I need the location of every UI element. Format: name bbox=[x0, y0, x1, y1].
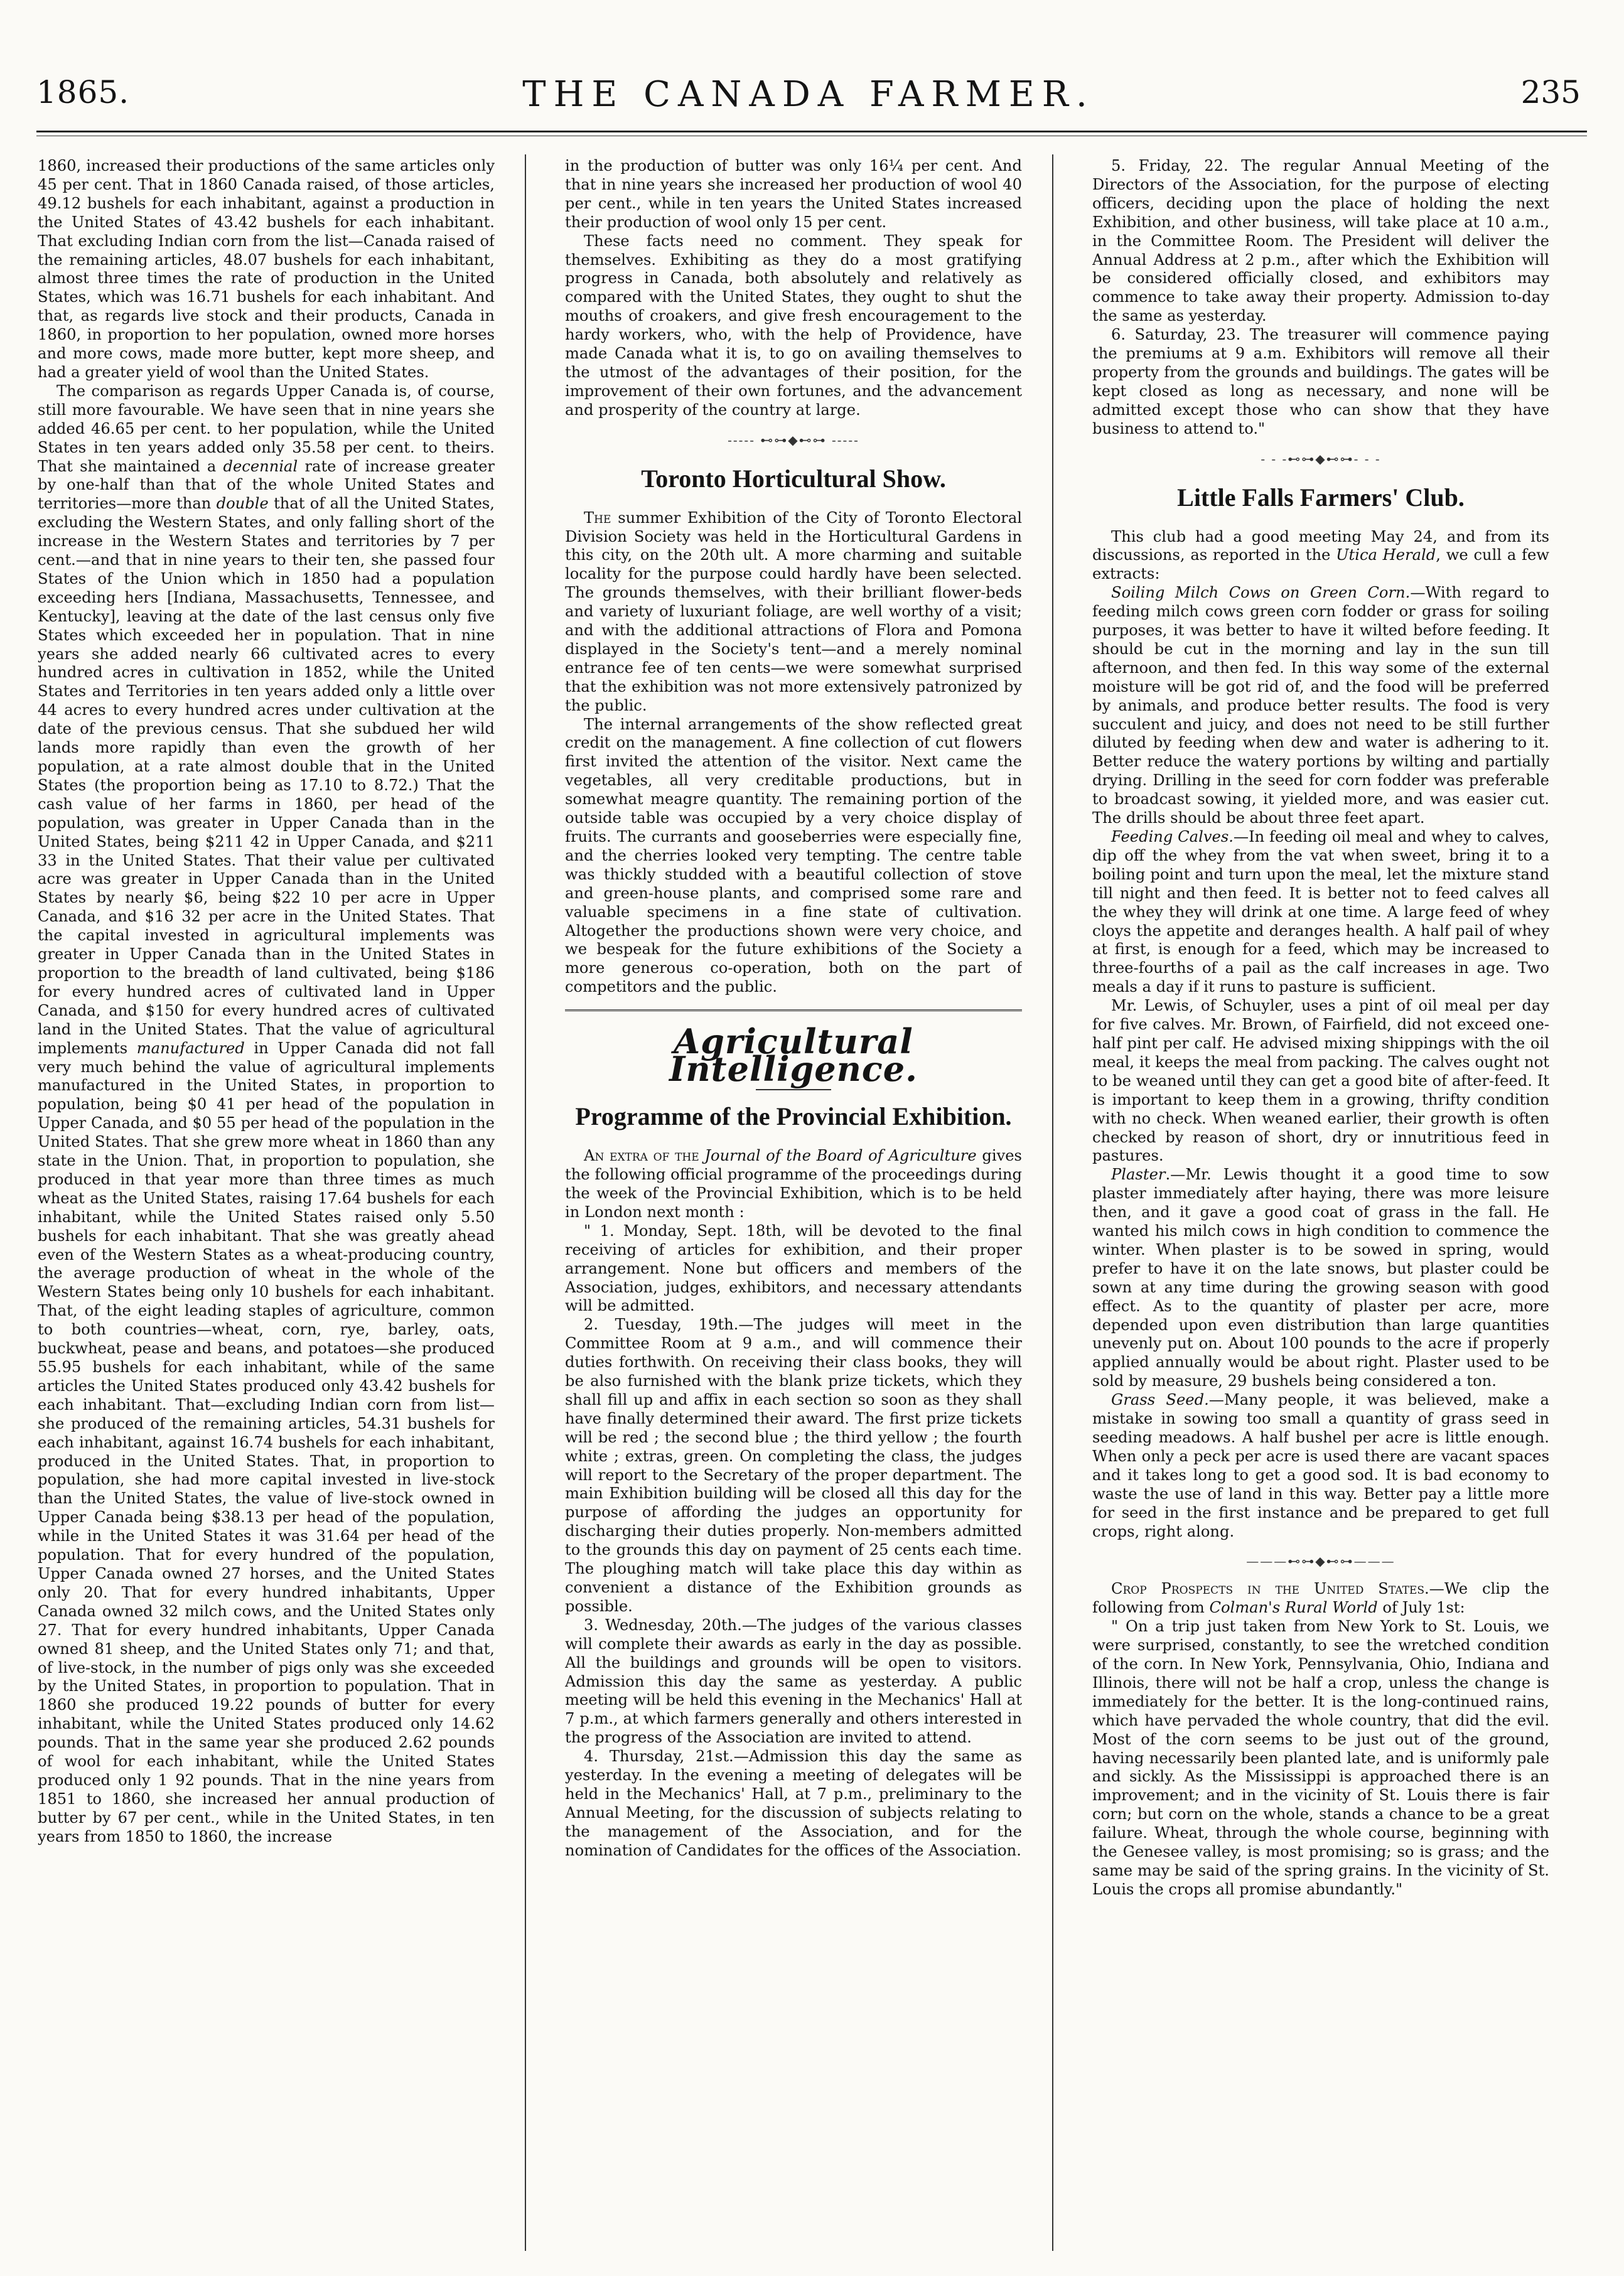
section-ornament: ———⊷⊶◆⊷⊶——— bbox=[1246, 1554, 1395, 1569]
article-paragraph: The internal arrangements of the show reflected great credit on the management. A fine collection of cut flowers first invited the attention of the visitor. Next came the vegetables, all very creditable productions, but in somewhat meagre quantity. The remaining portion of the outside table was occupied by a very choice display of fruits. The currants and gooseberries were especially fine, and the cherries looked very tempting. The centre table was thickly studded with a beautiful collection of stove and green-house plants, and comprised some rare and valuable specimens in a fine state of cultivation. Altogether the productions shown were very choice, and we bespeak for the future exhibitions of the Society a more generous co-operation, both on the part of competitors and the public. bbox=[565, 715, 1022, 996]
heading-toronto-horticultural-show: Toronto Horticultural Show. bbox=[641, 464, 946, 493]
article-paragraph: Grass Seed.—Many people, it was believed, make a mistake in sowing too small a quantity of grass seed in seeding meadows. A half bushel per acre is little enough. When only a peck per acre is used there are vacant spaces and it takes long to get a good sod. It is bad economy to waste the use of land in this way. Better pay a little more for seed in the first instance and be prepared to get full crops, right along. bbox=[1092, 1391, 1549, 1540]
section-ornament: ----- ⊷⊶◆⊷⊶ ----- bbox=[728, 432, 859, 448]
article-paragraph: Mr. Lewis, of Schuyler, uses a pint of oil meal per day for five calves. Mr. Brown, of Fairfield, did not exceed one-half pint per calf. He advised mixing shippings with the oil meal, it keeps the meal from packing. The calves ought not to be weaned until they can get a good bite of after-feed. It is important to keep them in a growing, thrifty condition with no check. When weaned earlier, their growth is often checked by reason of short, dry or innutritious feed in pastures. bbox=[1092, 997, 1549, 1165]
article-paragraph: Plaster.—Mr. Lewis thought it a good time to sow plaster immediately after haying, there was more leisure then, and it gave a good coat of grass in the fall. He wanted his milch cows in high condition to commence the winter. When plaster is to be sowed in spring, would prefer to have it on the late snows, but plaster could be sown at any time during the growing season with good effect. As to the quantity of plaster per acre, more depended upon even distribution than large quantities unevenly put on. About 100 pounds to the acre if properly applied annually would be about right. Plaster used to be sold by measure, 29 bushels being considered a ton. bbox=[1092, 1166, 1549, 1390]
masthead-rule bbox=[36, 131, 1587, 132]
article-paragraph: Crop Prospects in the United States.—We clip the following from Colman's Rural World of July 1st: bbox=[1092, 1580, 1549, 1617]
article-paragraph: An extra of the Journal of the Board of Agriculture gives the following official programme of the proceedings during the week of the Provincial Exhibition, which is to be held in London next month : bbox=[565, 1147, 1022, 1221]
issue-year: 1865. bbox=[36, 74, 130, 110]
article-paragraph: Feeding Calves.—In feeding oil meal and whey to calves, dip off the whey from the vat when sweet, bring it to a boiling point and turn upon the meal, let the mixture stand till night and then feed. It is better not to feed calves all the whey they will drink at one time. A large feed of whey cloys the appetite and deranges health. A half pail of whey at first, is enough for a feed, which may be increased to three-fourths of a pail as the calf increases in age. Two meals a day if it runs to pasture is sufficient. bbox=[1092, 828, 1549, 996]
programme-item: 2. Tuesday, 19th.—The judges will meet in the Committee Room at 9 a.m., and will commence their duties forthwith. On receiving their class books, they will be also furnished with the blank prize tickets, which they shall fill up and affix in each section so soon as they shall have finally determined their award. The first prize tickets will be red ; the second blue ; the third yellow ; the fourth white ; extras, green. On completing the class, the judges will report to the Secretary of the proper department. The main Exhibition building will be closed all this day for the purpose of affording the judges an opportunity for discharging their duties properly. Non-members admitted to the grounds this day on payment of 25 cents each time. The ploughing match will take place this day within as convenient a distance of the Exhibition grounds as possible. bbox=[565, 1316, 1022, 1615]
article-paragraph: " On a trip just taken from New York to St. Louis, we were surprised, constantly, to see the wretched condition of the corn. In New York, Pennsylvania, Ohio, Indiana and Illinois, there will not be half a crop, unless the change is immediately for the better. It is the long-continued rains, which have pervaded the whole country, that did the evil. Most of the corn seems to be just out of the ground, having necessarily been planted late, and is uniformly pale and sickly. As the Mississippi is approached there is an improvement; and in the vicinity of St. Louis there is fair corn; but corn on the whole, stands a chance to be a great failure. Wheat, through the whole course, beginning with the Genesee valley, is most promising; so is grass; and the same may be said of the spring grains. In the vicinity of St. Louis the crops all promise abundantly." bbox=[1092, 1618, 1549, 1898]
article-paragraph: in the production of butter was only 16¼ per cent. And that in nine years she increased her production of wool 40 per cent., while in ten years the United States increased their production of wool only 15 per cent. bbox=[565, 157, 1022, 231]
article-paragraph: Soiling Milch Cows on Green Corn.—With regard to feeding milch cows green corn fodder or grass for soiling purposes, it was better to have it wilted before feeding. It should be cut in the morning and lay in the sun till afternoon, and then fed. In this way some of the external moisture will be got rid of, and the food will be preferred by animals, and produce better results. The food is very succulent and juicy, and does not need to be still further diluted by feeding when dew and water is adhering to it. Better reduce the watery portions by wilting and partially drying. Drilling in the seed for corn fodder was preferable to broadcast sowing, it yielded more, and was easier cut. The drills should be about three feet apart. bbox=[1092, 584, 1549, 827]
heading-little-falls-farmers-club: Little Falls Farmers' Club. bbox=[1177, 483, 1465, 512]
article-paragraph: The summer Exhibition of the City of Toronto Electoral Division Society was held in the Horticultural Gardens in this city, on the 20th ult. A more charming and suitable locality for the purpose could hardly have been selected. The grounds themselves, with their brilliant flower-beds and variety of luxuriant foliage, are well worthy of a visit; and with the additional attractions of Flora and Pomona displayed in the Society's tent—and a merely nominal entrance fee of ten cents—we were somewhat surprised that the exhibition was not more extensively patronized by the public. bbox=[565, 508, 1022, 714]
article-paragraph: These facts need no comment. They speak for themselves. Exhibiting as they do a most gratifying progress in Canada, both absolutely and relatively as compared with the United States, they ought to shut the mouths of croakers, and give fresh encouragement to the hardy workers, who, with the help of Providence, have made Canada what it is, to go on availing themselves to the utmost of the advantages of their position, for the improvement of their own fortunes, and the advancement and prosperity of the country at large. bbox=[565, 232, 1022, 419]
programme-item: 3. Wednesday, 20th.—The judges of the various classes will complete their awards as early in the day as possible. All the buildings and grounds will be open to visitors. Admission this day the same as yesterday. A public meeting will be held this evening in the Mechanics' Hall at 7 p.m., at which farmers generally and others interested in the progress of the Association are invited to attend. bbox=[565, 1616, 1022, 1747]
programme-item: 6. Saturday, 23. The treasurer will commence paying the premiums at 9 a.m. Exhibitors will remove all their property from the grounds and buildings. The gates will be kept closed as long as necessary, and none will be admitted except those who can show that they have business to attend to." bbox=[1092, 326, 1549, 437]
heading-programme-provincial-exhibition: Programme of the Provincial Exhibition. bbox=[575, 1102, 1012, 1131]
short-rule bbox=[756, 1089, 831, 1090]
page-number: 235 bbox=[1520, 74, 1581, 110]
programme-item: 4. Thursday, 21st.—Admission this day the same as yesterday. In the evening a meeting of delegates will be held in the Mechanics' Hall, at 7 p.m., preliminary to the Annual Meeting, for the discussion of subjects relating to the management of the Association, and for the nomination of Candidates for the offices of the Association. bbox=[565, 1747, 1022, 1859]
column-2 bbox=[565, 157, 1022, 2251]
section-ornament: - - -⊷⊶◆⊷⊶- - - bbox=[1261, 451, 1381, 466]
column-3 bbox=[1092, 157, 1549, 2251]
newspaper-title: THE CANADA FARMER. bbox=[522, 74, 1095, 115]
programme-item: 5. Friday, 22. The regular Annual Meeting of the Directors of the Association, for the purpose of electing officers, deciding upon the place of holding the next Exhibition, and other business, will take place at 10 a.m., in the Committee Room. The President will deliver the Annual Address at 2 p.m., after which the Exhibition will be considered officially closed, and exhibitors may commence to take away their property. Admission to-day the same as yesterday. bbox=[1092, 157, 1549, 325]
section-rule bbox=[565, 1009, 1022, 1011]
programme-item: " 1. Monday, Sept. 18th, will be devoted to the final receiving of articles for exhibition, and their proper arrangement. None but officers and members of the Association, judges, exhibitors, and necessary attendants will be admitted. bbox=[565, 1221, 1022, 1315]
article-paragraph: This club had a good meeting May 24, and from its discussions, as reported in the Utica Herald, we cull a few extracts: bbox=[1092, 527, 1549, 583]
article-paragraph: 1860, increased their productions of the same articles only 45 per cent. That in 1860 Canada raised, of those articles, 49.12 bushels for each inhabitant, against a production in the United States of 43.42 bushels for each inhabitant. That excluding Indian corn from the list—Canada raised of the remaining articles, 48.07 bushels for each inhabitant, almost three times the rate of production in the United States, which was 16.71 bushels for each inhabitant. And that, as regards live stock and their products, Canada in 1860, in proportion to her population, owned more horses and more cows, made more butter, kept more sheep, and had a greater yield of wool than the United States. bbox=[38, 157, 495, 381]
column-divider bbox=[1052, 154, 1053, 2251]
column-1 bbox=[38, 157, 495, 2251]
column-divider bbox=[525, 154, 526, 2251]
masthead bbox=[36, 74, 1581, 131]
heading-agricultural-intelligence: Agricultural Intelligence. bbox=[669, 1021, 918, 1090]
article-paragraph: The comparison as regards Upper Canada is, of course, still more favourable. We have seen that in nine years she added 46.65 per cent. to her population, while the United States in ten years added only 35.58 per cent. to theirs. That she maintained a decennial rate of increase greater by one-half than that of the whole United States and territories—more than double that of all the United States, excluding the Western States, and only falling short of the increase in the Western States and territories by 7 per cent.—and that in nine years to their ten, she passed four States of the Union which in 1850 had a population exceeding hers [Indiana, Massachusetts, Tennessee, and Kentucky], leaving at the date of the last census only five States which exceeded her in population. That in nine years she added nearly 66 cultivated acres to every hundred acres in cultivation in 1852, while the United States and Territories in ten years added only a little over 44 acres to every hundred acres under cultivation at the date of the previous census. That she subdued her wild lands more rapidly than even the growth of her population, at a rate almost double that in the United States (the proportion being as 17.10 to 8.72.) That the cash value of her farms in 1860, per head of the population, was greater in Upper Canada than in the United States, being $211 42 in Upper Canada, and $211 33 in the United States. That their value per cultivated acre was greater in Upper Canada than in the United States by nearly $6, being $22 10 per acre in Upper Canada, and $16 32 per acre in the United States. That the capital invested in agricultural implements was greater in Upper Canada than in the United States in proportion to the breadth of land cultivated, being $186 for every hundred acres of cultivated land in Upper Canada, and $150 for every hundred acres of cultivated land in the United States. That the value of agricultural implements manufactured in Upper Canada did not fall very much behind the value of agricultural implements manufactured in the United States, in proportion to population, being $0 41 per head of the population in Upper Canada, and $0 55 per head of the population in the United States. That she grew more wheat in 1860 than any state in the Union. That, in proportion to population, she produced in that year more than three times as much wheat as the United States, raising 17.64 bushels for each inhabitant, while the United States raised only 5.50 bushels for each inhabitant. That she was greatly ahead even of the Western States as a wheat-producing country, the average production of wheat in the whole of the Western States being only 10 bushels for each inhabitant. That, of the eight leading staples of agriculture, common to both countries—wheat, corn, rye, barley, oats, buckwheat, pease and beans, and potatoes—she produced 55.95 bushels for each inhabitant, while of the same articles the United States produced only 43.42 bushels for each inhabitant. That—excluding Indian corn from list—she produced of the remaining articles, 54.31 bushels for each inhabitant, against 16.74 bushels for each inhabitant, produced in the United States. That, in proportion to population, she had more capital invested in live-stock than the United States, the value of live-stock owned in Upper Canada being $38.13 per head of the population, while in the United States it was 31.64 per head of the population. That for every hundred of the population, Upper Canada owned 27 horses, and the United States only 20. That for every hundred inhabitants, Upper Canada owned 32 milch cows, and the United States only 27. That for every hundred inhabitants, Upper Canada owned 81 sheep, and the United States only 71; and that, of live-stock, in the number of pigs only was she exceeded by the United States, in proportion to population. That in 1860 she produced 19.22 pounds of butter for every inhabitant, while the United States produced only 14.62 pounds. That in the same year she produced 2.62 pounds of wool for each inhabitant, while the United States produced only 1 92 pounds. That in the nine years from 1851 to 1860, she increased her annual production of butter by 67 per cent., while in the United States, in ten years from 1850 to 1860, the increase bbox=[38, 382, 495, 1845]
